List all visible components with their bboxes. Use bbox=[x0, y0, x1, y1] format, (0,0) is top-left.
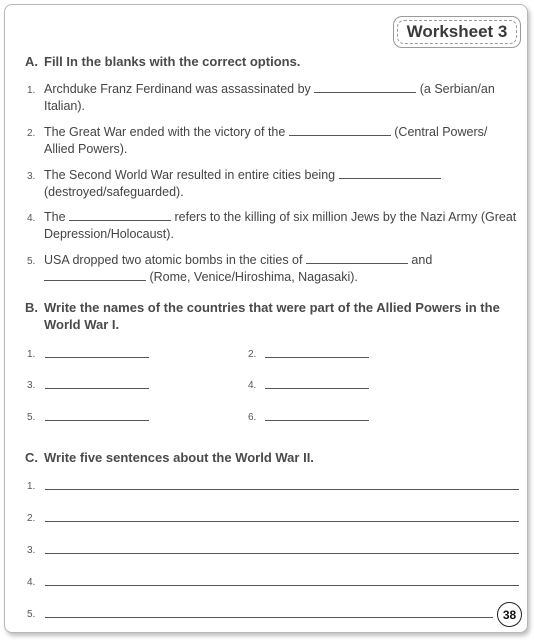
answer-line[interactable] bbox=[45, 420, 149, 421]
question-a2 bbox=[27, 124, 519, 158]
question-text: Archduke Franz Ferdinand was assassinated by bbox=[44, 82, 315, 96]
question-text: (Rome, Venice/Hiroshima, Nagasaki). bbox=[146, 270, 358, 284]
sentence-line[interactable] bbox=[45, 617, 493, 618]
question-text: (destroyed/safeguarded). bbox=[44, 185, 184, 199]
question-a5 bbox=[27, 252, 519, 286]
answer-number: 5. bbox=[27, 412, 36, 423]
worksheet-page bbox=[4, 4, 528, 633]
answer-number: 2. bbox=[248, 349, 257, 360]
section-c-heading bbox=[25, 449, 314, 466]
answer-line[interactable] bbox=[45, 357, 149, 358]
question-text: refers to the killing of six million Jews by the Nazi Army (Great Depression/Holocaust). bbox=[44, 210, 517, 241]
answer-blank[interactable] bbox=[339, 167, 441, 179]
page-number: 38 bbox=[497, 602, 522, 627]
question-number: 3. bbox=[27, 171, 36, 182]
section-c-text: Write five sentences about the World War II. bbox=[44, 450, 314, 465]
worksheet-badge bbox=[393, 16, 521, 48]
sentence-line[interactable] bbox=[45, 521, 519, 522]
section-c-letter: C. bbox=[25, 450, 38, 465]
question-a4 bbox=[27, 209, 519, 243]
sentence-number: 1. bbox=[27, 481, 36, 492]
question-text: and bbox=[407, 253, 433, 267]
sentence-line[interactable] bbox=[45, 585, 519, 586]
sentence-number: 2. bbox=[27, 513, 36, 524]
answer-line[interactable] bbox=[45, 388, 149, 389]
question-a1 bbox=[27, 81, 519, 115]
answer-blank[interactable] bbox=[306, 252, 408, 264]
question-text: The Great War ended with the victory of the bbox=[44, 125, 289, 139]
section-b-letter: B. bbox=[25, 300, 38, 315]
question-number: 1. bbox=[27, 85, 36, 96]
question-text: The Second World War resulted in entire cities being bbox=[44, 168, 339, 182]
section-b-heading bbox=[25, 299, 514, 333]
answer-blank[interactable] bbox=[44, 269, 146, 281]
answer-line[interactable] bbox=[265, 420, 369, 421]
sentence-line[interactable] bbox=[45, 489, 519, 490]
question-a3 bbox=[27, 167, 519, 201]
answer-line[interactable] bbox=[265, 357, 369, 358]
answer-blank[interactable] bbox=[289, 124, 391, 136]
question-text: USA dropped two atomic bombs in the cities of bbox=[44, 253, 306, 267]
question-number: 4. bbox=[27, 213, 36, 224]
answer-line[interactable] bbox=[265, 388, 369, 389]
question-number: 5. bbox=[27, 256, 36, 267]
question-text: The bbox=[44, 210, 70, 224]
question-text: (Central Powers/ Allied Powers). bbox=[44, 125, 488, 156]
question-text: (a Serbian/an Italian). bbox=[44, 82, 495, 113]
answer-number: 4. bbox=[248, 380, 257, 391]
sentence-number: 4. bbox=[27, 577, 36, 588]
section-a-text: Fill In the blanks with the correct options. bbox=[44, 54, 301, 69]
answer-number: 6. bbox=[248, 412, 257, 423]
worksheet-title: Worksheet 3 bbox=[397, 20, 517, 44]
answer-number: 1. bbox=[27, 349, 36, 360]
section-b-text: Write the names of the countries that were part of the Allied Powers in the World War I. bbox=[44, 300, 500, 332]
answer-blank[interactable] bbox=[314, 81, 416, 93]
section-a-heading bbox=[25, 53, 300, 70]
sentence-number: 5. bbox=[27, 609, 36, 620]
section-a-letter: A. bbox=[25, 54, 38, 69]
answer-blank[interactable] bbox=[69, 209, 171, 221]
question-number: 2. bbox=[27, 128, 36, 139]
sentence-number: 3. bbox=[27, 545, 36, 556]
answer-number: 3. bbox=[27, 380, 36, 391]
sentence-line[interactable] bbox=[45, 553, 519, 554]
